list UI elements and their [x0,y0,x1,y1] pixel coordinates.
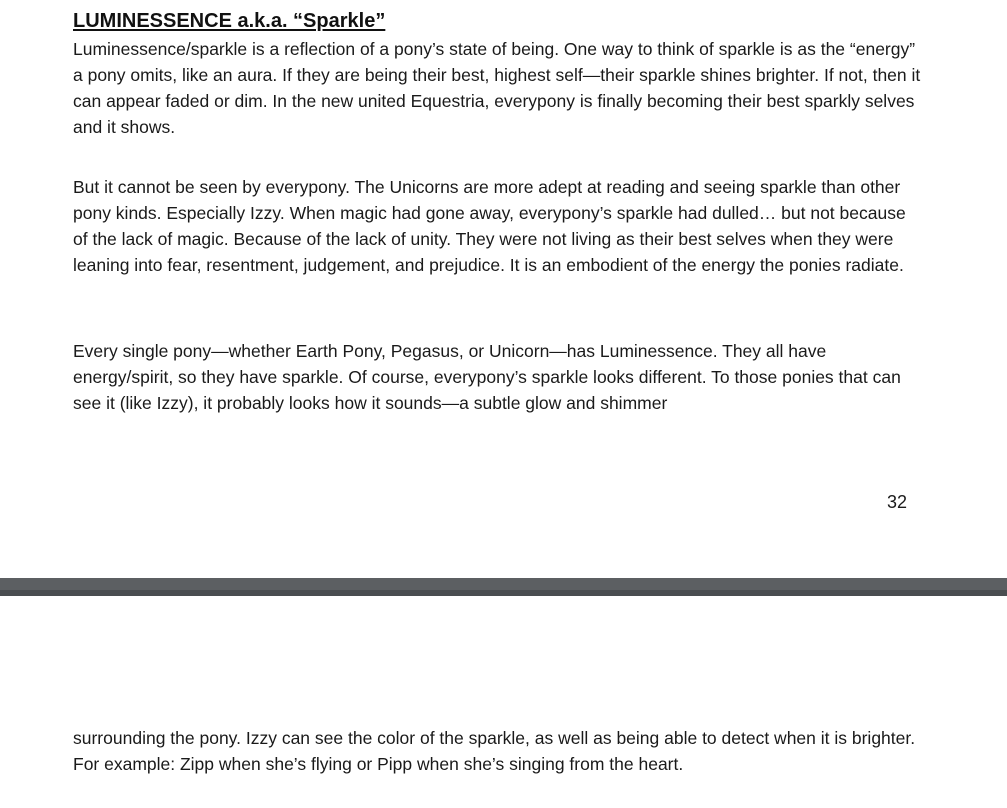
paragraph-3: Every single pony—whether Earth Pony, Pegasus, or Unicorn—has Luminessence. They all have energy/spirit, so they have sparkle. Of course, everypony’s sparkle looks different. To those ponies that can see it (like Izzy), it probably looks how it sounds—a subtle glow and shimmer [73,341,901,413]
paragraph-continuation: surrounding the pony. Izzy can see the color of the sparkle, as well as being able to detect when it is brighter. For example: Zipp when she’s flying or Pipp when she’s singing from the heart. [73,728,916,774]
section-heading: LUMINESSENCE a.k.a. “Sparkle” [73,10,386,32]
paragraph-1: Luminessence/sparkle is a reflection of a pony’s state of being. One way to think of sparkle is as the “energy” a pony omits, like an aura. If they are being their best, highest self—their sparkle shines brighter. If not, then it can appear faded or dim. In the new united Equestria, everypony is finally becoming their best sparkly selves and it shows. [73,39,921,137]
document-page-33 [0,596,1007,808]
paragraph-2: But it cannot be seen by everypony. The Unicorns are more adept at reading and seeing sparkle than other pony kinds. Especially Izzy. When magic had gone away, everypony’s sparkle had dulled… but not because of the lack of magic. Because of the lack of unity. They were not living as their best selves when they were leaning into fear, resentment, judgement, and prejudice. It is an embodient of the energy the ponies radiate. [73,177,906,275]
page-separator [0,578,1007,596]
page-number: 32 [886,492,907,512]
